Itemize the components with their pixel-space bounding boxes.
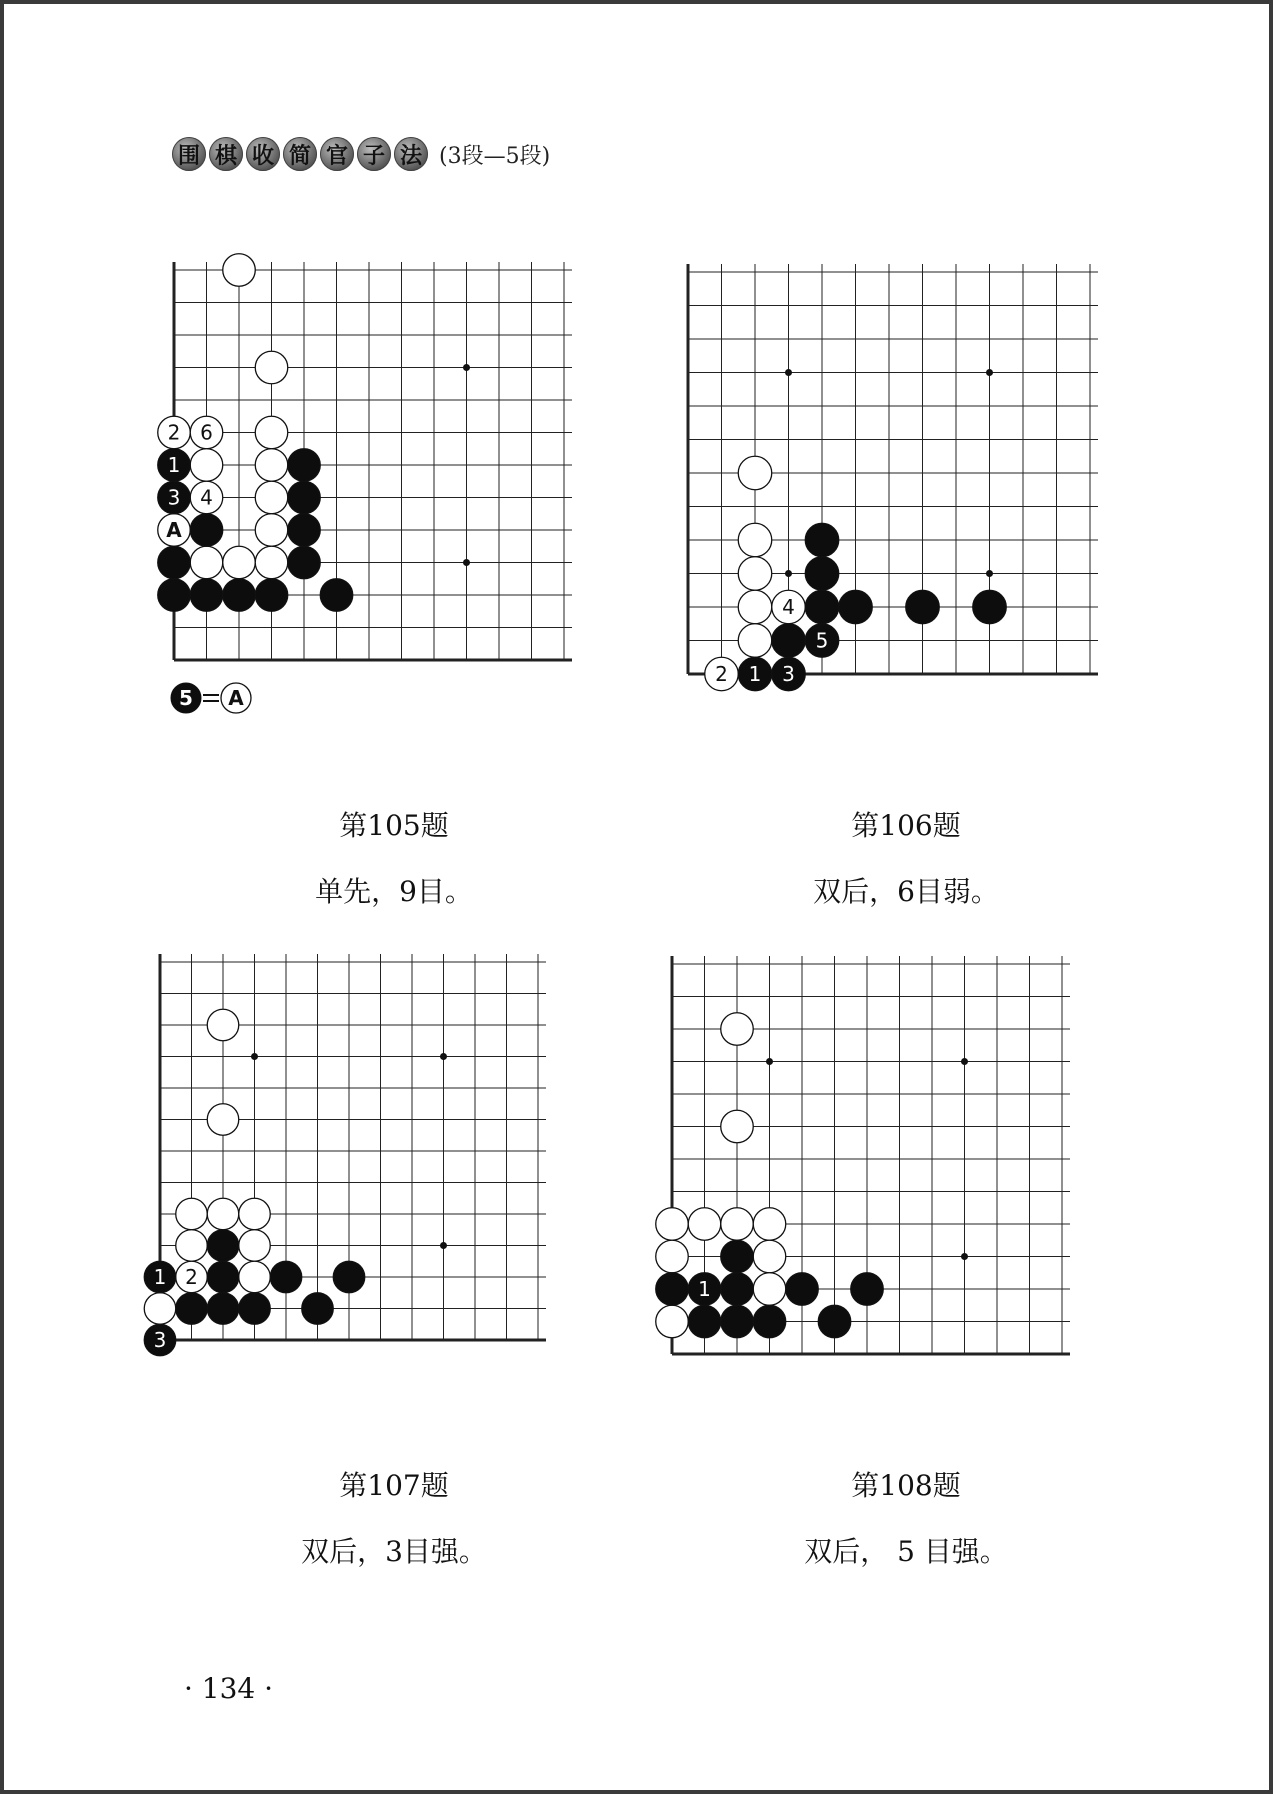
white-stone [255,351,288,384]
white-stone [239,1198,271,1230]
title-char: 法 [394,137,428,171]
black-stone [333,1261,365,1293]
go-board-105 [168,262,628,782]
white-stone [721,1110,754,1143]
white-stone [255,481,288,514]
white-stone [255,416,288,449]
hoshi-point [986,570,993,577]
book-subtitle: (3段—5段) [439,143,551,169]
white-stone [255,514,288,547]
white-stone [223,546,256,579]
hoshi-point [251,1053,258,1060]
stone-label: 6 [200,420,213,445]
black-stone [721,1240,754,1273]
white-stone [721,1208,754,1241]
go-board-diagram [168,262,628,782]
white-stone [207,1009,239,1041]
black-stone [818,1305,851,1338]
page-number: · 134 · [184,1672,274,1705]
black-stone [270,1261,302,1293]
white-stone [753,1240,786,1273]
problem-answer: 双后， 5 目强。 [804,1535,1008,1568]
white-stone [144,1293,176,1325]
black-stone [207,1230,239,1262]
hoshi-point [785,369,792,376]
title-char: 官 [320,137,354,171]
black-stone [721,1305,754,1338]
white-stone [738,523,772,557]
stone-label: 5 [179,686,193,710]
white-stone [239,1261,271,1293]
problem-number: 第106题 [851,809,961,842]
go-board-diagram [666,956,1166,1436]
white-stone [239,1230,271,1262]
white-stone [656,1305,689,1338]
black-stone [656,1273,689,1306]
white-stone [738,590,772,624]
black-stone [158,579,191,612]
black-stone [288,514,321,547]
problem-number: 第108题 [851,1469,961,1502]
black-stone [851,1273,884,1306]
black-stone [176,1293,208,1325]
problem-number: 第107题 [339,1469,449,1502]
black-stone [207,1293,239,1325]
white-stone [207,1104,239,1136]
black-stone [239,1293,271,1325]
white-stone [656,1240,689,1273]
white-stone [223,254,256,287]
black-stone [688,1305,721,1338]
hoshi-point [766,1058,773,1065]
white-stone [738,456,772,490]
black-stone [786,1273,819,1306]
go-board-108 [666,956,1166,1436]
go-board-diagram [154,954,634,1434]
black-stone [320,579,353,612]
black-stone [207,1261,239,1293]
title-char: 收 [246,137,280,171]
problem-answer: 双后，6目弱。 [813,875,999,908]
stone-label: 4 [200,485,213,510]
hoshi-point [961,1058,968,1065]
book-header [172,134,550,174]
title-char: 围 [172,137,206,171]
stone-label: 2 [715,662,728,686]
stone-label: 1 [153,1265,167,1289]
black-stone [302,1293,334,1325]
stone-label: 1 [167,453,181,477]
black-stone [288,481,321,514]
black-stone [973,590,1007,624]
hoshi-point [463,364,470,371]
black-stone [753,1305,786,1338]
white-stone [738,624,772,658]
white-stone [738,557,772,591]
hoshi-point [785,570,792,577]
stone-label: A [166,518,182,542]
problem-number: 第105题 [339,809,449,842]
title-char: 子 [357,137,391,171]
problem-answer: 单先，9目。 [315,875,473,908]
black-stone [805,523,839,557]
white-stone [255,449,288,482]
problem-caption-107 [164,1464,624,1570]
black-stone [805,590,839,624]
black-stone [190,579,223,612]
go-board-106 [682,264,1162,744]
white-stone [176,1198,208,1230]
black-stone [255,579,288,612]
title-char: 棋 [209,137,243,171]
white-stone [190,546,223,579]
stone-label: 2 [185,1265,198,1289]
stone-label: 3 [167,485,181,510]
white-stone [207,1198,239,1230]
problem-caption-106 [676,804,1136,910]
white-stone [255,546,288,579]
stone-label: 5 [815,628,829,653]
problem-caption-108 [676,1464,1136,1570]
hoshi-point [440,1053,447,1060]
white-stone [753,1273,786,1306]
black-stone [906,590,940,624]
stone-label: A [228,686,244,710]
problem-answer: 双后，3目强。 [301,1535,487,1568]
white-stone [721,1013,754,1046]
white-stone [688,1208,721,1241]
white-stone [190,449,223,482]
problem-caption-105 [164,804,624,910]
white-stone [656,1208,689,1241]
go-board-diagram [682,264,1162,744]
black-stone [158,546,191,579]
hoshi-point [440,1242,447,1249]
black-stone [721,1273,754,1306]
black-stone [190,514,223,547]
stone-label: 1 [698,1277,711,1301]
stone-label: 4 [782,595,795,619]
stone-label: 3 [153,1328,167,1352]
title-char: 简 [283,137,317,171]
black-stone [839,590,873,624]
black-stone [288,546,321,579]
white-stone [176,1230,208,1262]
black-stone [288,449,321,482]
black-stone [805,557,839,591]
hoshi-point [961,1253,968,1260]
stone-label: 1 [748,662,762,686]
stone-label: 3 [782,662,795,686]
white-stone [753,1208,786,1241]
go-board-107 [154,954,634,1434]
black-stone [772,624,806,658]
hoshi-point [463,559,470,566]
black-stone [223,579,256,612]
hoshi-point [986,369,993,376]
stone-label: 2 [167,420,181,445]
